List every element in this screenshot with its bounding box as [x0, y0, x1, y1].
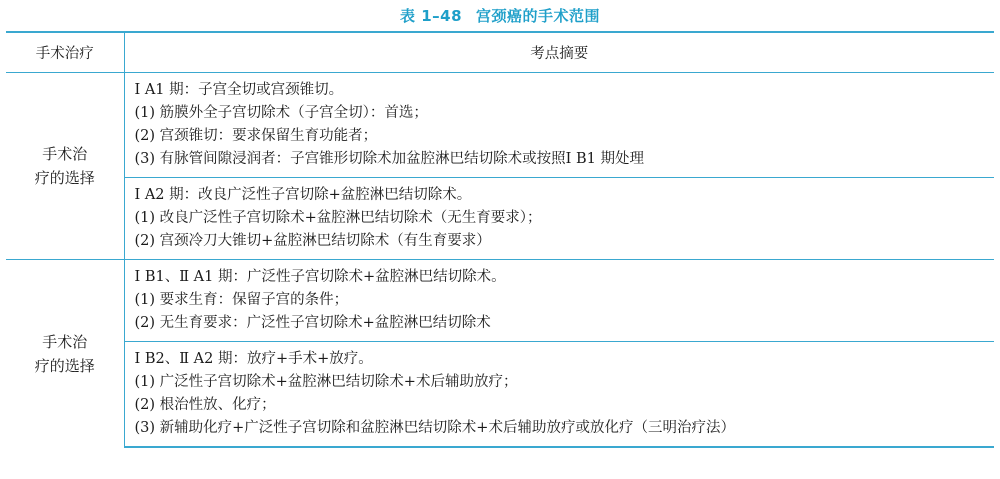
- summary-line: (1) 要求生育：保留子宫的条件；: [134, 292, 349, 308]
- summary-cell: [124, 73, 994, 178]
- table-row: [6, 342, 994, 448]
- summary-line: (1) 广泛性子宫切除术+盆腔淋巴结切除术+术后辅助放疗；: [134, 374, 518, 390]
- summary-line: (2) 宫颈冷刀大锥切+盆腔淋巴结切除术（有生育要求）: [134, 233, 491, 249]
- summary-line: (3) 有脉管间隙浸润者：子宫锥形切除术加盆腔淋巴结切除术或按照Ⅰ B1 期处理: [134, 151, 644, 167]
- summary-line: Ⅰ A2 期：改良广泛性子宫切除+盆腔淋巴结切除术。: [134, 187, 472, 203]
- header-summary: 考点摘要: [124, 32, 994, 73]
- summary-line: (2) 宫颈锥切：要求保留生育功能者；: [134, 128, 378, 144]
- summary-line: (1) 筋膜外全子宫切除术（子宫全切）：首选；: [134, 105, 428, 121]
- summary-line: Ⅰ A1 期：子宫全切或宫颈锥切。: [134, 82, 344, 98]
- table-row: [6, 260, 994, 342]
- table-row: [6, 73, 994, 178]
- category-line: 疗的选择: [34, 169, 95, 187]
- summary-line: Ⅰ B2、Ⅱ A2 期：放疗+手术+放疗。: [134, 351, 373, 367]
- table-title: 宫颈癌的手术范围: [476, 7, 601, 25]
- category-line: 手术治: [42, 145, 88, 163]
- summary-cell: [124, 260, 994, 342]
- summary-line: Ⅰ B1、Ⅱ A1 期：广泛性子宫切除术+盆腔淋巴结切除术。: [134, 269, 506, 285]
- category-cell: [6, 260, 124, 448]
- summary-line: (3) 新辅助化疗+广泛性子宫切除和盆腔淋巴结切除术+术后辅助放疗或放化疗（三明治疗法）: [134, 420, 735, 436]
- category-cell: [6, 73, 124, 260]
- summary-cell: [124, 342, 994, 448]
- summary-line: (2) 无生育要求：广泛性子宫切除术+盆腔淋巴结切除术: [134, 315, 491, 331]
- summary-line: (2) 根治性放、化疗；: [134, 397, 276, 413]
- surgery-scope-table: [6, 31, 994, 448]
- summary-line: (1) 改良广泛性子宫切除术+盆腔淋巴结切除术（无生育要求）；: [134, 210, 542, 226]
- summary-cell: [124, 178, 994, 260]
- table-row: [6, 178, 994, 260]
- category-line: 疗的选择: [34, 356, 95, 375]
- header-row: [6, 32, 994, 73]
- table-caption: [0, 3, 1000, 29]
- category-line: 手术治: [42, 332, 88, 351]
- header-surgery: 手术治疗: [6, 32, 124, 73]
- table-number: 表 1–48: [399, 7, 463, 25]
